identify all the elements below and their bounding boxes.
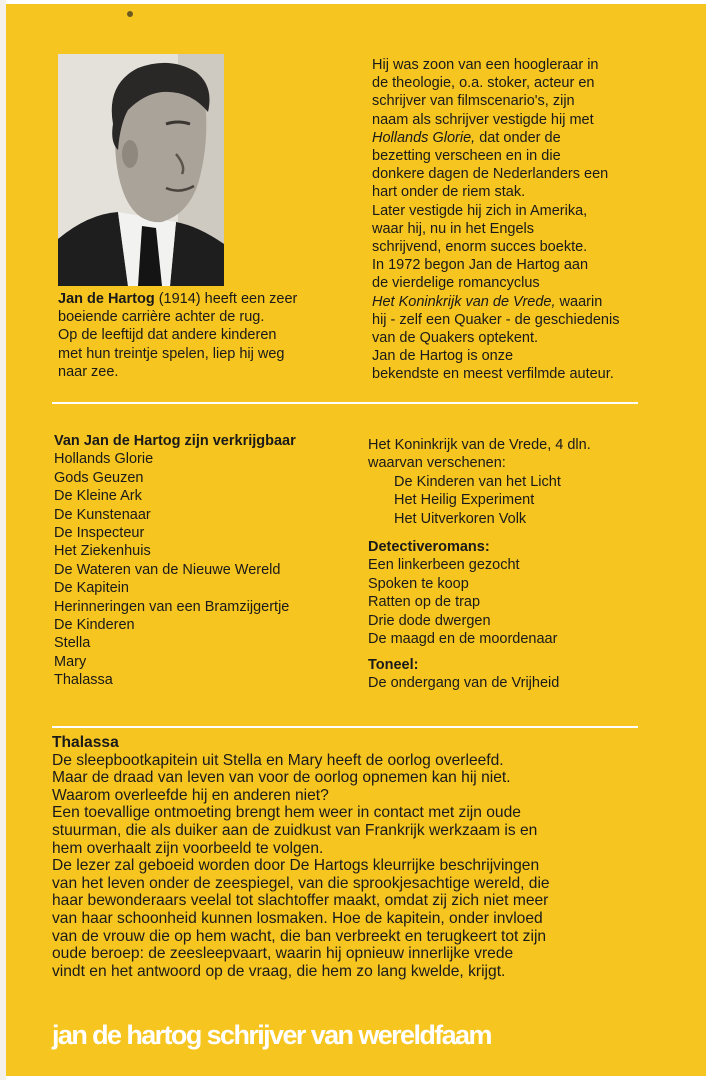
bio-line: Hij was zoon van een hoogleraar in <box>372 57 599 73</box>
divider <box>52 726 638 728</box>
book-title-koninkrijk: Het Koninkrijk van de Vrede, <box>372 293 556 310</box>
intro-line: met hun treintje spelen, liep hij weg <box>58 345 285 362</box>
blurb-line: De sleepbootkapitein uit Stella en Mary heeft de oorlog overleefd. <box>52 751 504 769</box>
bio-line: hij - zelf een Quaker - de geschiedenis <box>372 311 620 328</box>
blurb-line: van het leven onder de zeespiegel, van die sprookjesachtige wereld, die <box>52 874 550 892</box>
bio-line: donkere dagen de Nederlanders een <box>372 166 609 183</box>
detective-heading: Detectiveromans: <box>368 539 490 555</box>
work-item: De Kunstenaar <box>54 506 151 523</box>
author-photo <box>58 54 224 286</box>
theatre-heading: Toneel: <box>368 657 419 673</box>
blurb-line: Waarom overleefde hij en anderen niet? <box>52 786 329 804</box>
work-item: Herinneringen van een Bramzijgertje <box>54 598 290 615</box>
intro-line: naar zee. <box>58 363 119 380</box>
detective-item: Spoken te koop <box>368 575 469 592</box>
intro-line: Op de leeftijd dat andere kinderen <box>58 327 277 344</box>
book-back-cover <box>6 4 706 1076</box>
bio-line: de theologie, o.a. stoker, acteur en <box>372 75 595 92</box>
work-item: De Wateren van de Nieuwe Wereld <box>54 561 281 578</box>
blurb-title: Thalassa <box>52 734 119 751</box>
series-title: Het Koninkrijk van de Vrede, 4 dln. <box>368 437 591 453</box>
bio-line: dat onder de <box>475 129 561 146</box>
series-slogan: jan de hartog schrijver van wereldfaam <box>52 1020 491 1050</box>
blurb-line: stuurman, die als duiker aan de zuidkust van Frankrijk werkzaam is en <box>52 821 538 839</box>
blurb-line: van haar schoonheid kunnen losmaken. Hoe de kapitein, onder invloed <box>52 909 543 927</box>
detective-item: De maagd en de moordenaar <box>368 631 558 648</box>
bio-line: van de Quakers optekent. <box>372 330 539 347</box>
author-biography <box>372 56 672 384</box>
author-name: Jan de Hartog <box>58 291 155 307</box>
bio-line: In 1972 begon Jan de Hartog aan <box>372 257 589 274</box>
bio-line: bekendste en meest verfilmde auteur. <box>372 366 614 383</box>
bio-line: Later vestigde hij zich in Amerika, <box>372 202 588 219</box>
work-item: De Kleine Ark <box>54 488 142 505</box>
divider <box>52 402 638 404</box>
work-item: De Kapitein <box>54 580 129 597</box>
work-item: Stella <box>54 635 91 652</box>
work-item: Het Ziekenhuis <box>54 543 151 560</box>
blurb-line: haar bewonderaars veelal tot slachtoffer maakt, omdat zij zich niet meer <box>52 892 549 910</box>
bio-line: schrijver van filmscenario's, zijn <box>372 93 575 110</box>
bio-line: Jan de Hartog is onze <box>372 348 514 365</box>
blurb-line: oude beroep: de zeesleepvaart, waarin hij opnieuw innerlijke vrede <box>52 945 514 963</box>
work-item: Hollands Glorie <box>54 451 154 468</box>
work-item: De Kinderen <box>54 617 135 634</box>
series-item: Het Uitverkoren Volk <box>394 510 527 527</box>
bio-line: schrijvend, enorm succes boekte. <box>372 239 588 256</box>
work-item: Thalassa <box>54 672 113 689</box>
series-list <box>368 436 591 528</box>
work-item: Gods Geuzen <box>54 469 144 486</box>
series-subtitle: waarvan verschenen: <box>368 455 506 472</box>
works-list <box>54 432 296 690</box>
detective-item: Een linkerbeen gezocht <box>368 557 520 574</box>
detective-item: Drie dode dwergen <box>368 612 491 629</box>
author-intro <box>58 290 328 381</box>
work-item: Mary <box>54 653 87 670</box>
work-item: De Inspecteur <box>54 525 145 542</box>
print-speck <box>127 11 133 17</box>
works-heading: Van Jan de Hartog zijn verkrijgbaar <box>54 433 296 449</box>
bio-line: naam als schrijver vestigde hij met <box>372 111 594 128</box>
bio-line: hart onder de riem stak. <box>372 184 526 201</box>
book-blurb <box>52 734 652 980</box>
theatre-item: De ondergang van de Vrijheid <box>368 675 560 692</box>
book-title-hollands-glorie: Hollands Glorie, <box>372 129 476 146</box>
bio-line: bezetting verscheen en in die <box>372 148 561 165</box>
theatre-list <box>368 656 559 693</box>
series-item: Het Heilig Experiment <box>394 492 535 509</box>
blurb-line: hem overhaalt zijn voorbeeld te volgen. <box>52 839 324 857</box>
bio-line: waar hij, nu in het Engels <box>372 220 535 237</box>
bio-line: de vierdelige romancyclus <box>372 275 540 292</box>
intro-line: boeiende carrière achter de rug. <box>58 309 265 326</box>
blurb-line: Maar de draad van leven van voor de oorlog opnemen kan hij niet. <box>52 769 511 787</box>
blurb-line: De lezer zal geboeid worden door De Hartogs kleurrijke beschrijvingen <box>52 857 540 875</box>
detective-list <box>368 538 557 648</box>
bio-line: waarin <box>555 293 603 310</box>
intro-line: (1914) heeft een zeer <box>158 291 298 307</box>
blurb-line: van de vrouw die op hem wacht, die ban verbreekt en terugkeert tot zijn <box>52 927 547 945</box>
blurb-line: vindt en het antwoord op de vraag, die hem zo lang kwelde, krijgt. <box>52 962 506 980</box>
blurb-line: Een toevallige ontmoeting brengt hem weer in contact met zijn oude <box>52 804 521 822</box>
detective-item: Ratten op de trap <box>368 594 481 611</box>
series-item: De Kinderen van het Licht <box>394 473 561 490</box>
